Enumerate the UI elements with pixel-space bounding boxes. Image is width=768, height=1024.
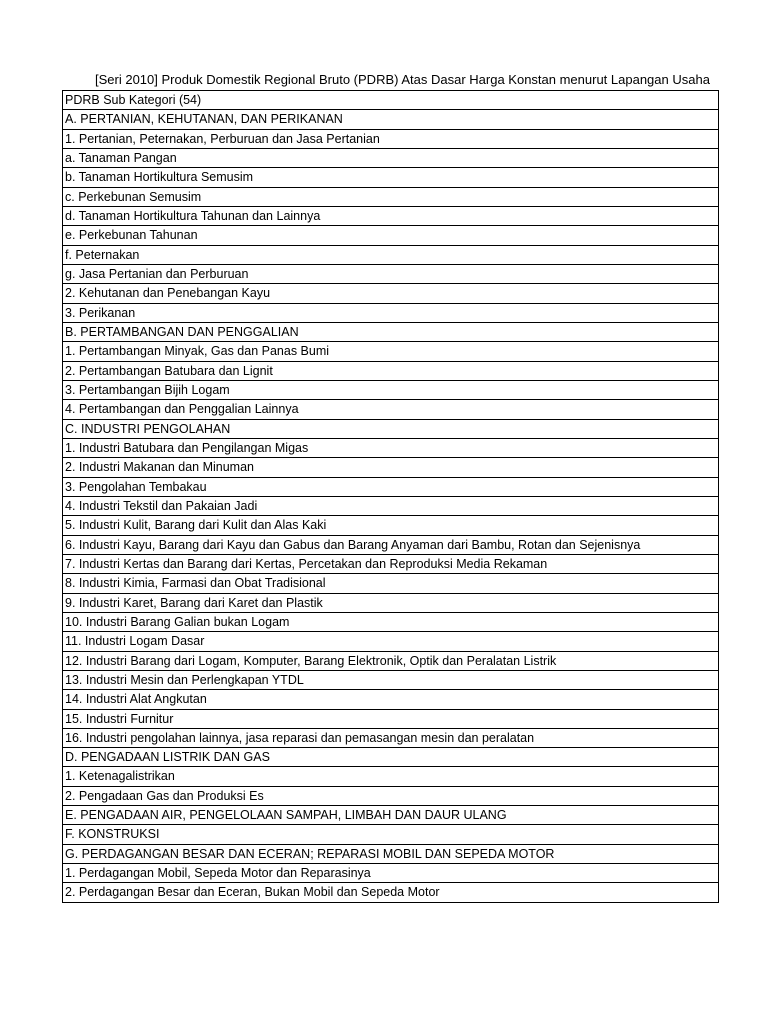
table-row[interactable]: C. INDUSTRI PENGOLAHAN bbox=[63, 420, 718, 439]
table-row[interactable]: 2. Pengadaan Gas dan Produksi Es bbox=[63, 787, 718, 806]
table-row[interactable]: 14. Industri Alat Angkutan bbox=[63, 690, 718, 709]
table-row[interactable]: G. PERDAGANGAN BESAR DAN ECERAN; REPARASI MOBIL DAN SEPEDA MOTOR bbox=[63, 845, 718, 864]
table-row[interactable]: 12. Industri Barang dari Logam, Komputer, Barang Elektronik, Optik dan Peralatan Listrik bbox=[63, 652, 718, 671]
table-row[interactable]: 13. Industri Mesin dan Perlengkapan YTDL bbox=[63, 671, 718, 690]
table-row[interactable]: d. Tanaman Hortikultura Tahunan dan Lainnya bbox=[63, 207, 718, 226]
table-row[interactable]: b. Tanaman Hortikultura Semusim bbox=[63, 168, 718, 187]
table-row[interactable]: 11. Industri Logam Dasar bbox=[63, 632, 718, 651]
table-row[interactable]: f. Peternakan bbox=[63, 246, 718, 265]
table-row[interactable]: 2. Industri Makanan dan Minuman bbox=[63, 458, 718, 477]
table-row[interactable]: 4. Industri Tekstil dan Pakaian Jadi bbox=[63, 497, 718, 516]
table-row[interactable]: D. PENGADAAN LISTRIK DAN GAS bbox=[63, 748, 718, 767]
table-row[interactable]: 1. Industri Batubara dan Pengilangan Migas bbox=[63, 439, 718, 458]
table-row[interactable]: 3. Pertambangan Bijih Logam bbox=[63, 381, 718, 400]
table-row[interactable]: 1. Perdagangan Mobil, Sepeda Motor dan Reparasinya bbox=[63, 864, 718, 883]
table-row[interactable]: 10. Industri Barang Galian bukan Logam bbox=[63, 613, 718, 632]
table-row[interactable]: 7. Industri Kertas dan Barang dari Kertas, Percetakan dan Reproduksi Media Rekaman bbox=[63, 555, 718, 574]
table-row[interactable]: 2. Kehutanan dan Penebangan Kayu bbox=[63, 284, 718, 303]
table-row[interactable]: 1. Ketenagalistrikan bbox=[63, 767, 718, 786]
table-row[interactable]: 3. Perikanan bbox=[63, 304, 718, 323]
table-row[interactable]: c. Perkebunan Semusim bbox=[63, 188, 718, 207]
table-row[interactable]: g. Jasa Pertanian dan Perburuan bbox=[63, 265, 718, 284]
category-table bbox=[62, 90, 719, 903]
table-row[interactable]: 3. Pengolahan Tembakau bbox=[63, 478, 718, 497]
table-row[interactable]: 6. Industri Kayu, Barang dari Kayu dan Gabus dan Barang Anyaman dari Bambu, Rotan dan Sejenisnya bbox=[63, 536, 718, 555]
table-row[interactable]: 4. Pertambangan dan Penggalian Lainnya bbox=[63, 400, 718, 419]
table-row[interactable]: 1. Pertambangan Minyak, Gas dan Panas Bumi bbox=[63, 342, 718, 361]
table-row[interactable]: 9. Industri Karet, Barang dari Karet dan Plastik bbox=[63, 594, 718, 613]
table-row[interactable]: B. PERTAMBANGAN DAN PENGGALIAN bbox=[63, 323, 718, 342]
table-row[interactable]: 5. Industri Kulit, Barang dari Kulit dan Alas Kaki bbox=[63, 516, 718, 535]
table-row[interactable]: 15. Industri Furnitur bbox=[63, 710, 718, 729]
table-header-cell[interactable]: PDRB Sub Kategori (54) bbox=[63, 91, 718, 110]
table-row[interactable]: A. PERTANIAN, KEHUTANAN, DAN PERIKANAN bbox=[63, 110, 718, 129]
table-row[interactable]: e. Perkebunan Tahunan bbox=[63, 226, 718, 245]
table-row[interactable]: 8. Industri Kimia, Farmasi dan Obat Tradisional bbox=[63, 574, 718, 593]
table-row[interactable]: 2. Perdagangan Besar dan Eceran, Bukan Mobil dan Sepeda Motor bbox=[63, 883, 718, 902]
table-row[interactable]: a. Tanaman Pangan bbox=[63, 149, 718, 168]
sheet-title: [Seri 2010] Produk Domestik Regional Bruto (PDRB) Atas Dasar Harga Konstan menurut Lapangan Usaha bbox=[95, 72, 710, 87]
table-row[interactable]: 16. Industri pengolahan lainnya, jasa reparasi dan pemasangan mesin dan peralatan bbox=[63, 729, 718, 748]
table-row[interactable]: E. PENGADAAN AIR, PENGELOLAAN SAMPAH, LIMBAH DAN DAUR ULANG bbox=[63, 806, 718, 825]
table-row[interactable]: 2. Pertambangan Batubara dan Lignit bbox=[63, 362, 718, 381]
table-row[interactable]: 1. Pertanian, Peternakan, Perburuan dan Jasa Pertanian bbox=[63, 130, 718, 149]
table-row[interactable]: F. KONSTRUKSI bbox=[63, 825, 718, 844]
